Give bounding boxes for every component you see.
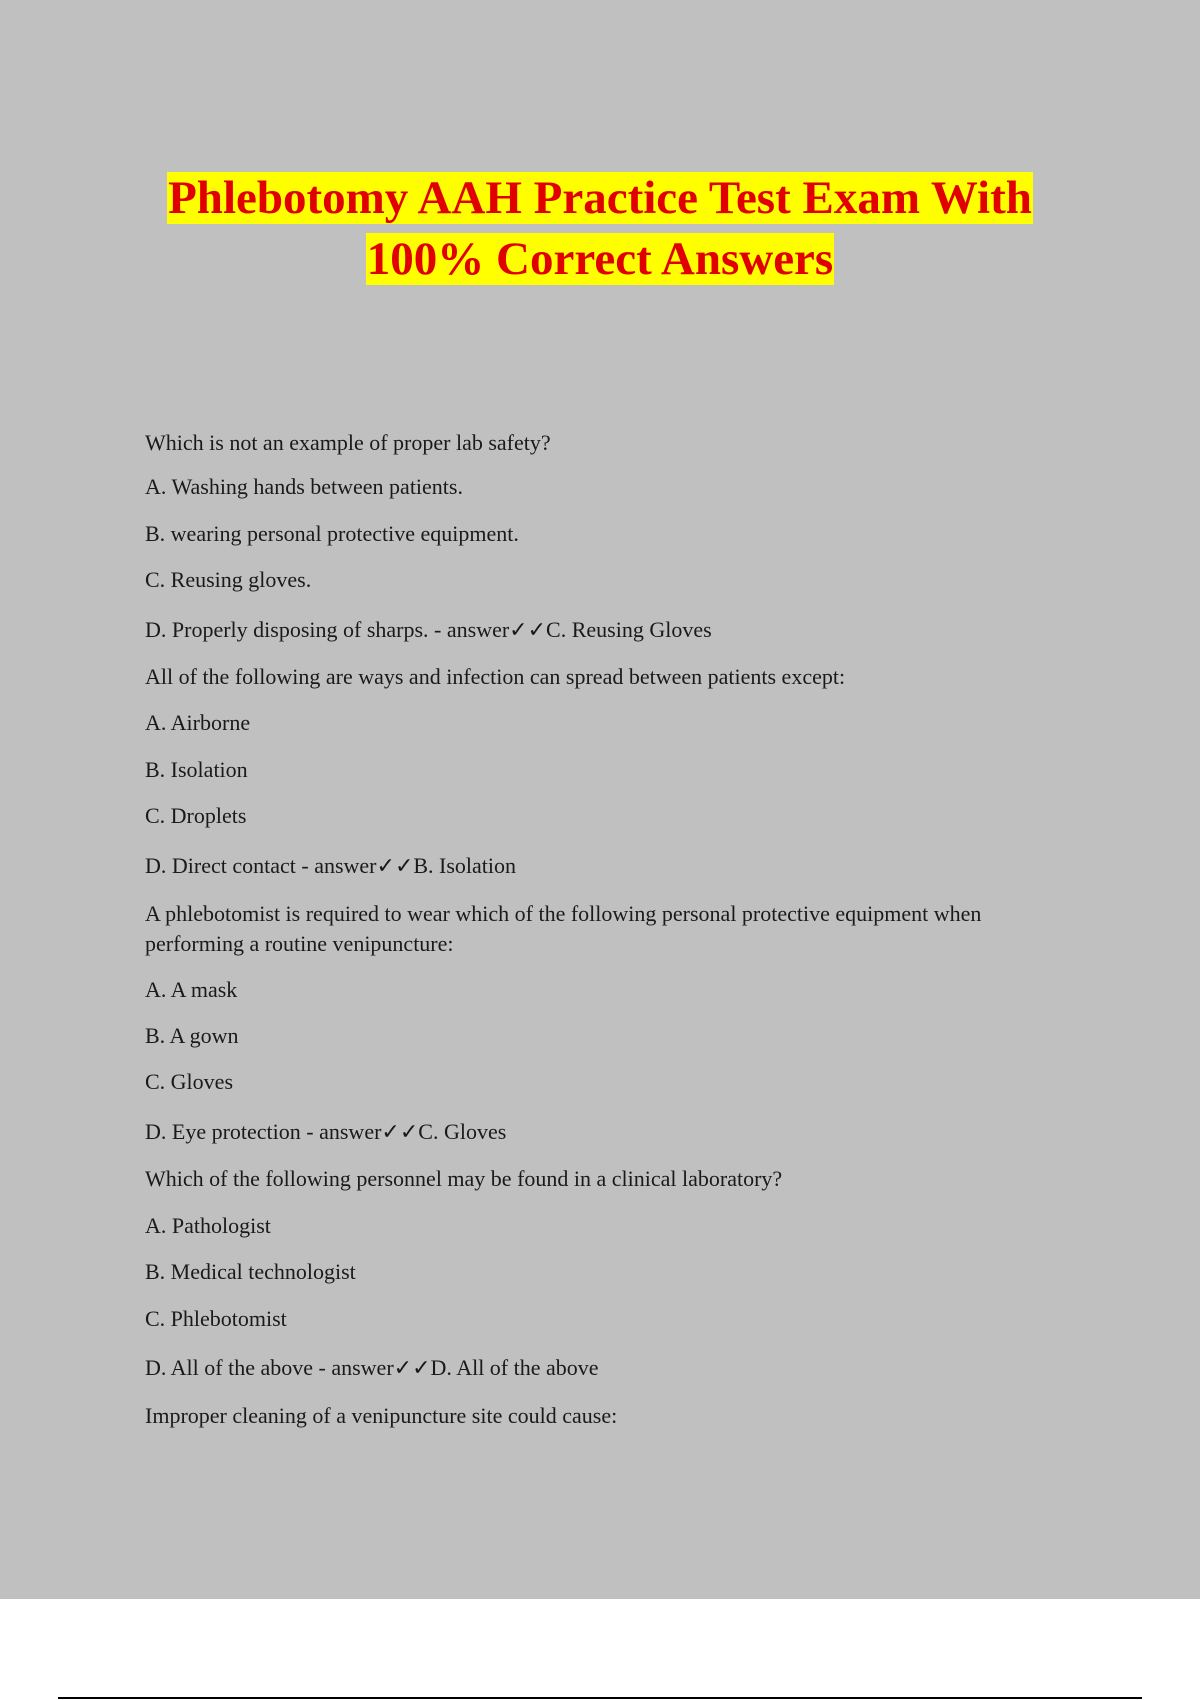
question-4: Which of the following personnel may be found in a clinical laboratory? <box>145 1166 783 1191</box>
question-2-option-a: A. Airborne <box>145 710 251 735</box>
question-2-option-c: C. Droplets <box>145 803 247 828</box>
question-3-option-c: C. Gloves <box>145 1069 233 1094</box>
question-1-option-d-answer: D. Properly disposing of sharps. - answer✓✓C. Reusing Gloves <box>145 617 712 642</box>
question-3-option-a: A. A mask <box>145 977 238 1002</box>
question-1-option-c: C. Reusing gloves. <box>145 567 312 592</box>
question-4-option-b: B. Medical technologist <box>145 1259 356 1284</box>
question-1-option-a: A. Washing hands between patients. <box>145 474 463 499</box>
question-3-option-b: B. A gown <box>145 1023 239 1048</box>
question-4-option-a: A. Pathologist <box>145 1213 271 1238</box>
question-2-option-d-answer: D. Direct contact - answer✓✓B. Isolation <box>145 853 517 878</box>
question-4-option-c: C. Phlebotomist <box>145 1306 287 1331</box>
question-2: All of the following are ways and infection can spread between patients except: <box>145 664 846 689</box>
footer-divider <box>58 1697 1142 1699</box>
question-5: Improper cleaning of a venipuncture site could cause: <box>145 1403 618 1428</box>
document-title <box>0 168 1200 290</box>
question-4-option-d-answer: D. All of the above - answer✓✓D. All of the above <box>145 1355 599 1380</box>
question-1-option-b: B. wearing personal protective equipment. <box>145 521 519 546</box>
question-2-option-b: B. Isolation <box>145 757 248 782</box>
title-line-2: 100% Correct Answers <box>366 233 834 285</box>
question-3-option-d-answer: D. Eye protection - answer✓✓C. Gloves <box>145 1119 507 1144</box>
question-1: Which is not an example of proper lab safety? <box>145 430 551 455</box>
title-line-1: Phlebotomy AAH Practice Test Exam With <box>168 172 1032 224</box>
question-3: A phlebotomist is required to wear which of the following personal protective equipment when performing a routine venipuncture: <box>145 901 982 956</box>
